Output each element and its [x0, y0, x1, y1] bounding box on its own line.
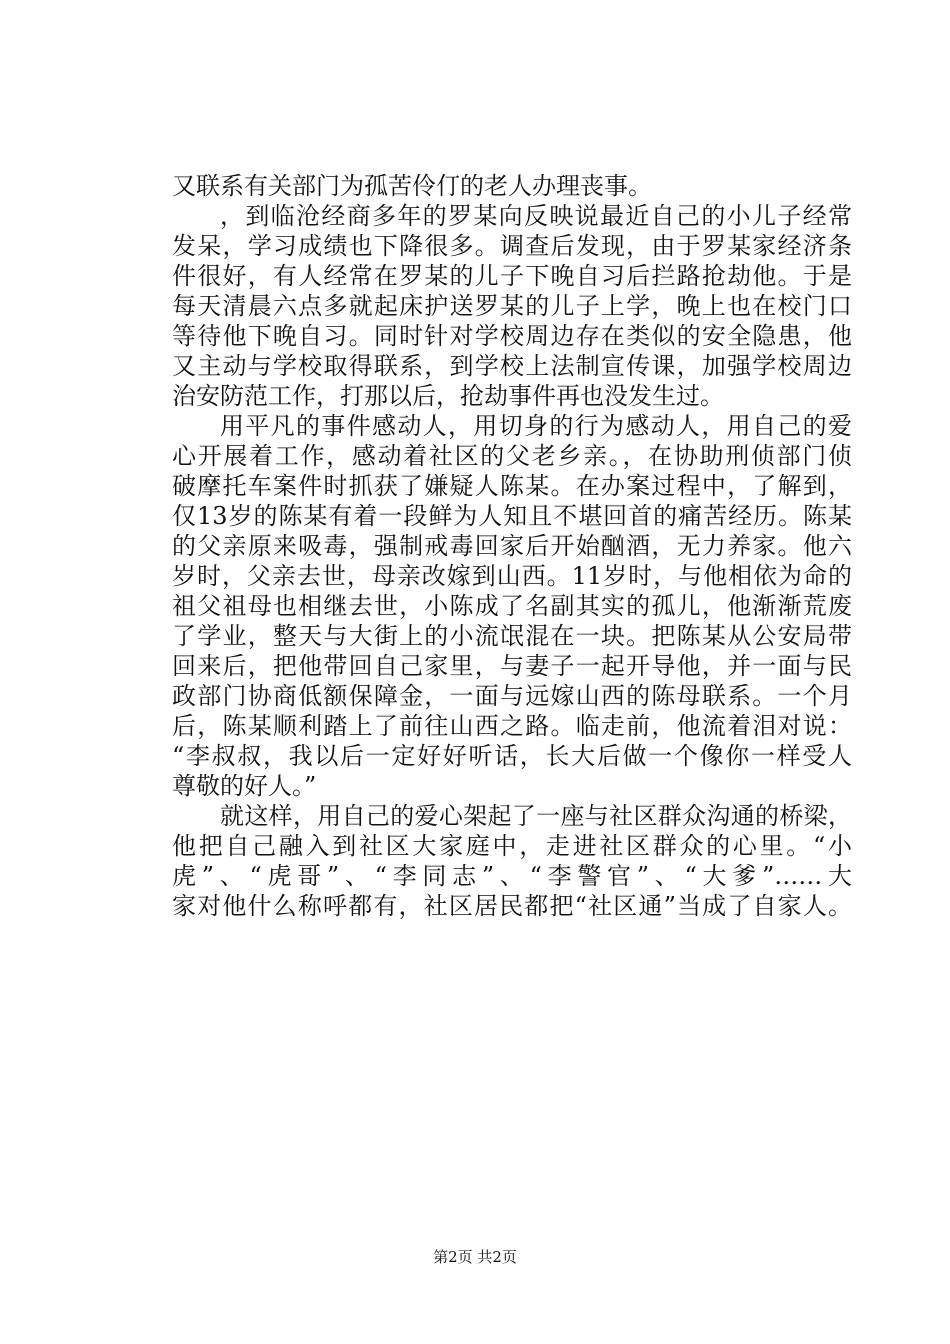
text-line: 等待他下晚自习。同时针对学校周边存在类似的安全隐患，他	[172, 322, 852, 350]
text-line: 心开展着工作，感动着社区的父老乡亲。，在协助刑侦部门侦	[172, 442, 852, 470]
paragraph-start-line: 用平凡的事件感动人，用切身的行为感动人，用自己的爱	[220, 412, 852, 440]
text-line: 又联系有关部门为孤苦伶仃的老人办理丧事。	[172, 172, 652, 200]
text-line: 后，陈某顺利踏上了前往山西之路。临走前，他流着泪对说：	[172, 712, 852, 740]
page-number-footer: 第2页 共2页	[433, 1248, 517, 1266]
text-line: 发呆，学习成绩也下降很多。调查后发现，由于罗某家经济条	[172, 232, 852, 260]
text-line: 岁时，父亲去世，母亲改嫁到山西。11岁时，与他相依为命的	[172, 562, 852, 590]
text-line: 破摩托车案件时抓获了嫌疑人陈某。在办案过程中，了解到，	[172, 472, 852, 500]
text-line: 家对他什么称呼都有，社区居民都把“社区通”当成了自家人。	[172, 892, 852, 920]
document-body	[172, 171, 852, 921]
text-line: 每天清晨六点多就起床护送罗某的儿子上学，晚上也在校门口	[172, 292, 852, 320]
paragraph-start-line: ，到临沧经商多年的罗某向反映说最近自己的小儿子经常	[220, 202, 852, 230]
text-line: 了学业，整天与大街上的小流氓混在一块。把陈某从公安局带	[172, 622, 852, 650]
text-line: 虎”、“虎哥”、“李同志”、“李警官”、“大爹”……大	[172, 862, 852, 890]
text-line: 的父亲原来吸毒，强制戒毒回家后开始酗酒，无力养家。他六	[172, 532, 852, 560]
text-line: 政部门协商低额保障金，一面与远嫁山西的陈母联系。一个月	[172, 682, 852, 710]
text-line: 仅13岁的陈某有着一段鲜为人知且不堪回首的痛苦经历。陈某	[172, 502, 852, 530]
text-line: 他把自己融入到社区大家庭中，走进社区群众的心里。“小	[172, 832, 852, 860]
paragraph-end-line: 尊敬的好人。”	[172, 772, 317, 800]
text-line: 回来后，把他带回自己家里，与妻子一起开导他，并一面与民	[172, 652, 852, 680]
text-line: “李叔叔，我以后一定好好听话，长大后做一个像你一样受人	[172, 742, 852, 770]
text-line: 又主动与学校取得联系，到学校上法制宣传课，加强学校周边	[172, 352, 852, 380]
text-line: 件很好，有人经常在罗某的儿子下晚自习后拦路抢劫他。于是	[172, 262, 852, 290]
paragraph-start-line: 就这样，用自己的爱心架起了一座与社区群众沟通的桥梁，	[220, 802, 852, 830]
paragraph-end-line: 治安防范工作，打那以后，抢劫事件再也没发生过。	[172, 382, 724, 410]
text-line: 祖父祖母也相继去世，小陈成了名副其实的孤儿，他渐渐荒废	[172, 592, 852, 620]
